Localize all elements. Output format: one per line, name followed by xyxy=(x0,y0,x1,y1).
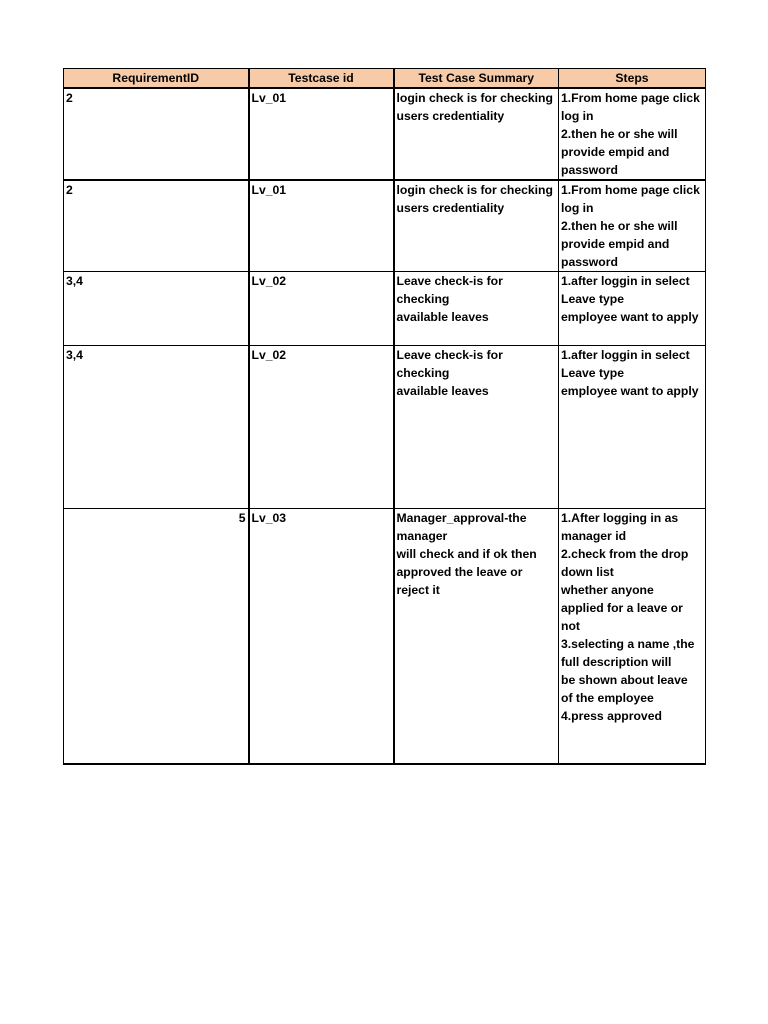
summary-line: users credentiality xyxy=(396,201,505,215)
header-row xyxy=(64,69,706,89)
cell-summary xyxy=(394,346,559,509)
cell-summary xyxy=(394,272,559,346)
cell-testcase-id: Lv_02 xyxy=(249,272,394,346)
steps-line: full description will xyxy=(561,655,672,669)
summary-line: manager xyxy=(396,529,448,543)
summary-line: Manager_approval-the xyxy=(396,511,527,525)
steps-line: not xyxy=(561,619,580,633)
cell-requirement-id: 5 xyxy=(64,509,249,765)
cell-summary xyxy=(394,509,559,765)
steps-line: 1.after loggin in select xyxy=(561,274,690,288)
header-steps: Steps xyxy=(559,69,706,89)
cell-requirement-id: 3,4 xyxy=(64,272,249,346)
header-requirement-id: RequirementID xyxy=(64,69,249,89)
cell-steps xyxy=(559,346,706,509)
summary-line: users credentiality xyxy=(396,109,505,123)
header-test-case-summary: Test Case Summary xyxy=(394,69,559,89)
steps-line: applied for a leave or xyxy=(561,601,683,615)
cell-summary xyxy=(394,88,559,180)
summary-line: available leaves xyxy=(396,310,489,324)
steps-line: employee want to apply xyxy=(561,310,699,324)
steps-line: of the employee xyxy=(561,691,654,705)
summary-line: will check and if ok then xyxy=(396,547,537,561)
steps-line: down list xyxy=(561,565,614,579)
steps-line: 2.check from the drop xyxy=(561,547,689,561)
steps-line: provide empid and xyxy=(561,237,670,251)
steps-line: whether anyone xyxy=(561,583,654,597)
cell-testcase-id: Lv_03 xyxy=(249,509,394,765)
summary-line: Leave check-is for checking xyxy=(396,274,503,306)
steps-line: Leave type xyxy=(561,292,625,306)
steps-line: 2.then he or she will xyxy=(561,127,678,141)
summary-line: login check is for checking xyxy=(396,183,553,197)
steps-line: 3.selecting a name ,the xyxy=(561,637,695,651)
steps-line: 1.After logging in as xyxy=(561,511,679,525)
table-row xyxy=(64,509,706,765)
steps-line: manager id xyxy=(561,529,627,543)
summary-line: approved the leave or xyxy=(396,565,523,579)
steps-line: provide empid and xyxy=(561,145,670,159)
steps-line: Leave type xyxy=(561,366,625,380)
steps-line: password xyxy=(561,163,618,177)
summary-line: login check is for checking xyxy=(396,91,553,105)
steps-line: password xyxy=(561,255,618,269)
steps-line: 2.then he or she will xyxy=(561,219,678,233)
cell-summary xyxy=(394,180,559,272)
steps-line: 1.From home page click xyxy=(561,183,700,197)
table-row xyxy=(64,180,706,272)
header-testcase-id: Testcase id xyxy=(249,69,394,89)
cell-testcase-id: Lv_02 xyxy=(249,346,394,509)
cell-requirement-id: 2 xyxy=(64,180,249,272)
cell-requirement-id: 3,4 xyxy=(64,346,249,509)
steps-line: log in xyxy=(561,109,594,123)
cell-steps xyxy=(559,272,706,346)
summary-line: available leaves xyxy=(396,384,489,398)
table-row xyxy=(64,88,706,180)
cell-steps xyxy=(559,509,706,765)
cell-testcase-id: Lv_01 xyxy=(249,88,394,180)
steps-line: be shown about leave xyxy=(561,673,688,687)
steps-line: 4.press approved xyxy=(561,709,662,723)
cell-steps xyxy=(559,88,706,180)
summary-line: reject it xyxy=(396,583,440,597)
test-case-table xyxy=(63,68,706,765)
steps-line: 1.From home page click xyxy=(561,91,700,105)
cell-steps xyxy=(559,180,706,272)
table-row xyxy=(64,346,706,509)
cell-testcase-id: Lv_01 xyxy=(249,180,394,272)
steps-line: log in xyxy=(561,201,594,215)
summary-line: Leave check-is for checking xyxy=(396,348,503,380)
cell-requirement-id: 2 xyxy=(64,88,249,180)
steps-line: employee want to apply xyxy=(561,384,699,398)
table-row xyxy=(64,272,706,346)
steps-line: 1.after loggin in select xyxy=(561,348,690,362)
